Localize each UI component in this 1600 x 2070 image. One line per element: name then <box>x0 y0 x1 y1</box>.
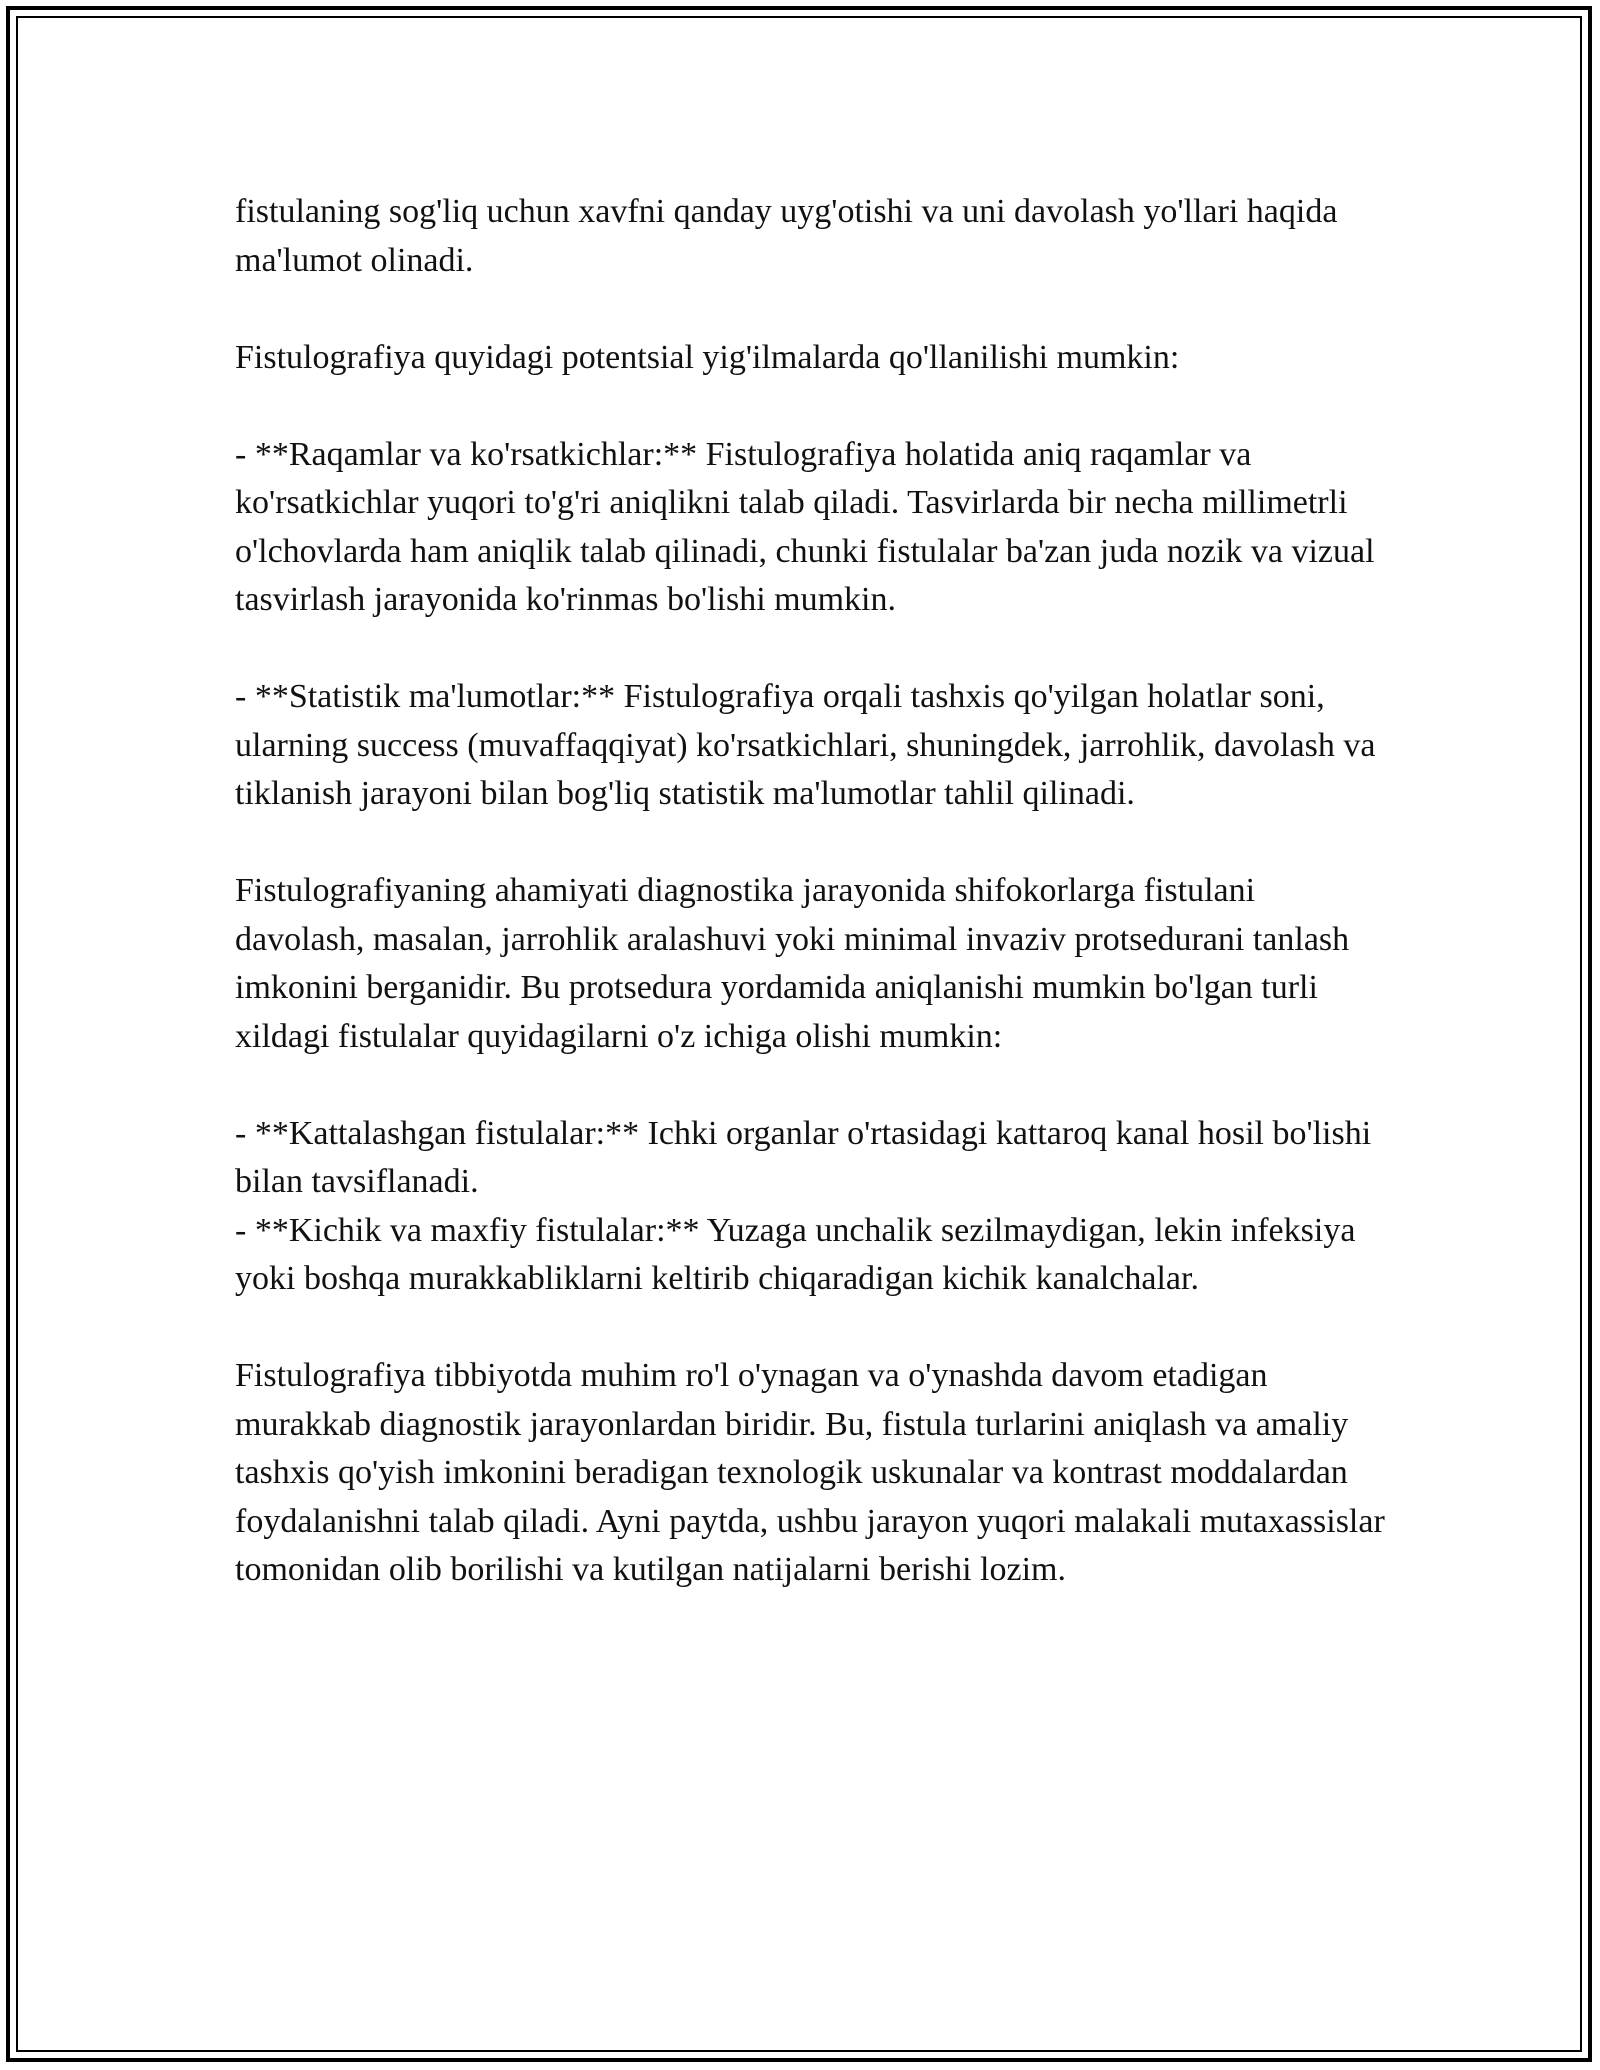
paragraph-conclusion: Fistulografiya tibbiyotda muhim ro'l o'ynagan va o'ynashda davom etadigan murakkab diagnostik jarayonlardan biridir. Bu, fistula turlarini aniqlash va amaliy tashxis qo'yish imkonini beradigan texnologik uskunalar va kontrast moddalardan foydalanishni talab qiladi. Ayni paytda, ushbu jarayon yuqori malakali mutaxassislar tomonidan olib borilishi va kutilgan natijalarni berishi lozim. <box>235 1357 1385 1588</box>
list-item-enlarged-fistulas: - **Kattalashgan fistulalar:** Ichki organlar o'rtasidagi kattaroq kanal hosil bo'lishi bilan tavsiflanadi. <box>235 1114 1372 1200</box>
list-item-small-hidden-fistulas: - **Kichik va maxfiy fistulalar:** Yuzaga unchalik sezilmaydigan, lekin infeksiya yoki boshqa murakkabliklarni keltirib chiqaradigan kichik kanalchalar. <box>235 1211 1356 1297</box>
document-body <box>235 188 1385 1643</box>
paragraph-importance: Fistulografiyaning ahamiyati diagnostika jarayonida shifokorlarga fistulani davolash, masalan, jarrohlik aralashuvi yoki minimal invaziv protsedurani tanlash imkonini berganidir. Bu protsedura yordamida aniqlanishi mumkin bo'lgan turli xildagi fistulalar quyidagilarni o'z ichiga olishi mumkin: <box>235 872 1350 1055</box>
paragraph-applications-lead: Fistulografiya quyidagi potentsial yig'ilmalarda qo'llanilishi mumkin: <box>235 338 1180 376</box>
list-item-statistics: - **Statistik ma'lumotlar:** Fistulografiya orqali tashxis qo'yilgan holatlar soni, ularning success (muvaffaqqiyat) ko'rsatkichlari, shuningdek, jarrohlik, davolash va tiklanish jarayoni bilan bog'liq statistik ma'lumotlar tahlil qilinadi. <box>235 678 1376 812</box>
paragraph-intro-continuation: fistulaning sog'liq uchun xavfni qanday uyg'otishi va uni davolash yo'llari haqida ma'lumot olinadi. <box>235 193 1338 279</box>
list-item-numbers-indicators: - **Raqamlar va ko'rsatkichlar:** Fistulografiya holatida aniq raqamlar va ko'rsatkichlar yuqori to'g'ri aniqlikni talab qiladi. Tasvirlarda bir necha millimetrli o'lchovlarda ham aniqlik talab qilinadi, chunki fistulalar ba'zan juda nozik va vizual tasvirlash jarayonida ko'rinmas bo'lishi mumkin. <box>235 435 1375 618</box>
